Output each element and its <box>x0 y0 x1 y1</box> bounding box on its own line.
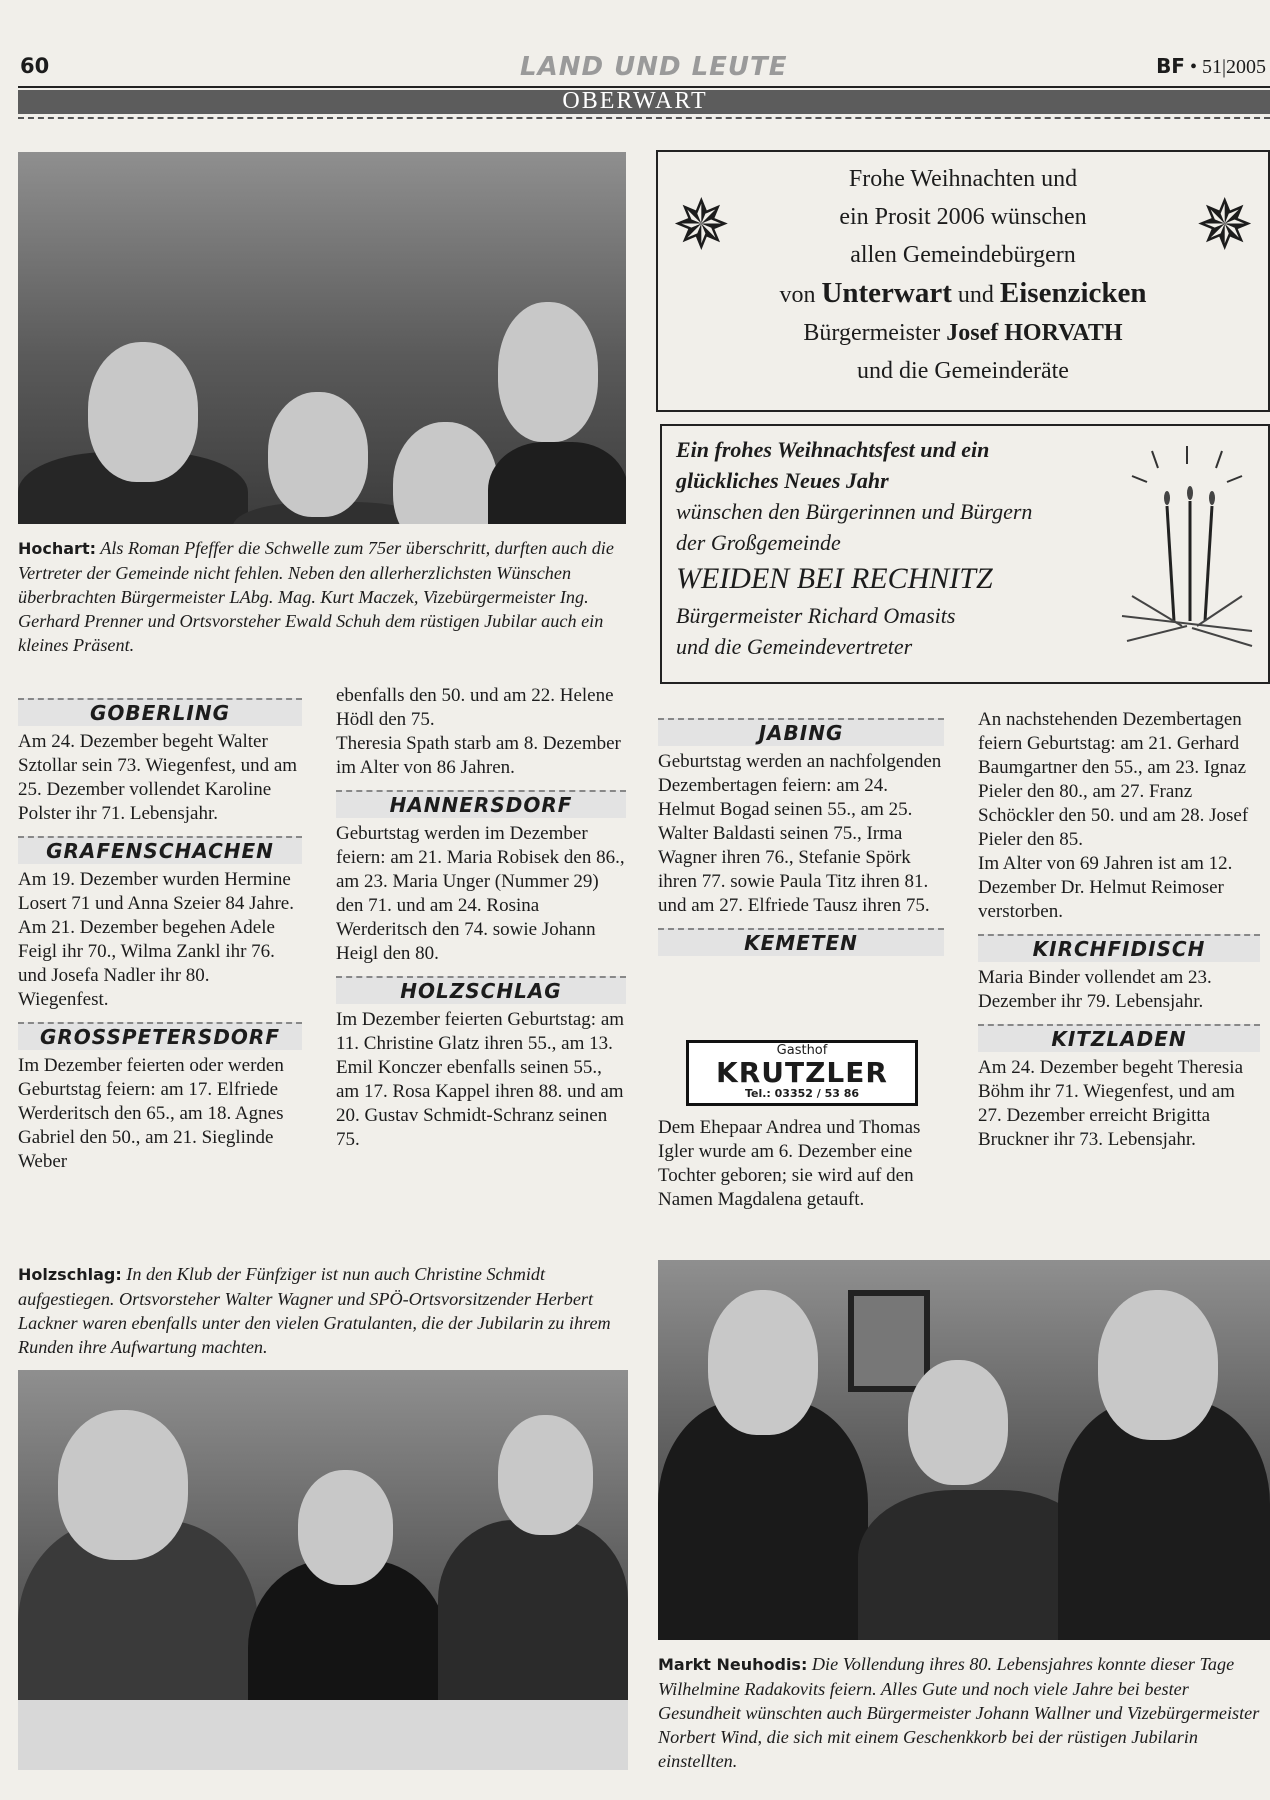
section-title: LAND UND LEUTE <box>520 52 788 82</box>
photo-holzschlag <box>18 1370 628 1770</box>
caption-place: Hochart: <box>18 539 96 558</box>
ad-weiden <box>660 424 1270 684</box>
column-4 <box>978 708 1260 1152</box>
caption-holzschlag <box>18 1262 628 1359</box>
ad-municipality: Eisenzicken <box>999 277 1147 309</box>
article-text: Maria Binder vollendet am 23. Dezember ihr 79. Lebensjahr. <box>978 967 1212 1012</box>
heading-grafenschachen: GRAFENSCHACHEN <box>18 836 302 864</box>
ad-municipality: Unterwart <box>821 277 952 309</box>
issue-brand: BF <box>1156 54 1185 78</box>
ad-line: Ein frohes Weihnachtsfest und ein <box>676 437 990 462</box>
caption-text: Die Vollendung ihres 80. Lebensjahres konnte dieser Tage Wilhelmine Radakovits feiern. Alles Gute und noch viele Jahre bei bester Gesundheit wünschten auch Bürgermeister Johann Wallner und Vizebürgermeister Norbert Wind, die sich mit einem Geschenkkorb bei der rüstigen Jubilarin einstellten. <box>658 1654 1260 1771</box>
article-text: Am 24. Dezember begeht Theresia Böhm ihr 71. Wiegenfest, und am 27. Dezember erreicht Brigitta Bruckner ihr 73. Lebensjahr. <box>978 1057 1244 1150</box>
star-icon: ✵ <box>1195 188 1254 265</box>
ad-line-mayor <box>658 314 1268 352</box>
column-2 <box>336 684 626 1152</box>
ad-line: und die Gemeinderäte <box>857 358 1069 384</box>
caption-place: Markt Neuhodis: <box>658 1655 808 1674</box>
issue-separator: • <box>1189 56 1197 78</box>
candles-icon <box>1112 446 1262 656</box>
krutzler-label: Gasthof <box>776 1043 828 1058</box>
ad-mayor-name: Josef HORVATH <box>946 320 1123 346</box>
issue-label <box>1156 54 1266 79</box>
article-text: Am 24. Dezember begeht Walter Sztollar sein 73. Wiegenfest, und am 25. Dezember vollendet Karoline Polster ihr 71. Lebensjahr. <box>18 731 298 824</box>
article-text: Geburtstag werden an nachfolgenden Dezembertagen feiern: am 24. Helmut Bogad seinen 55., am 25. Walter Baldasti seinen 75., Irma Wagner ihren 76., Stefanie Spörk ihren 77. sowie Paula Titz ihren 81. und am 27. Elfriede Tausz ihren 75. <box>658 751 942 916</box>
photo-neuhodis <box>658 1260 1270 1640</box>
ad-line: der Großgemeinde <box>676 530 841 555</box>
article-text: Geburtstag werden im Dezember feiern: am 21. Maria Robisek den 86., am 23. Maria Unger (Nummer 29) den 71. und am 24. Rosina Werderitsch den 74. sowie Johann Heigl den 80. <box>336 823 625 964</box>
heading-kirchfidisch: KIRCHFIDISCH <box>978 934 1260 962</box>
region-title: OBERWART <box>562 88 708 114</box>
caption-neuhodis <box>658 1652 1266 1773</box>
ad-line: und die Gemeindevertreter <box>676 634 913 659</box>
ad-word: von <box>779 282 816 308</box>
ad-municipality: WEIDEN BEI RECHNITZ <box>676 562 993 595</box>
ad-line: Frohe Weihnachten und <box>848 166 1078 192</box>
heading-grosspetersdorf: GROSSPETERSDORF <box>18 1022 302 1050</box>
issue-number: 51|2005 <box>1201 56 1266 78</box>
article-text: Im Dezember feierten Geburtstag: am 11. Christine Glatz ihren 55., am 13. Emil Konczer ebenfalls seinen 55., am 17. Rosa Kappel ihren 88. und am 20. Gustav Schmidt-Schranz seinen 75. <box>336 1009 625 1150</box>
ad-line: Bürgermeister Richard Omasits <box>676 603 956 628</box>
ad-line: ein Prosit 2006 wünschen <box>839 204 1087 230</box>
article-text: Am 21. Dezember begehen Adele Feigl ihr 70., Wilma Zankl ihr 76. und Josefa Nadler ihr 80. Wiegenfest. <box>18 917 275 1010</box>
ad-line-municipalities <box>658 274 1268 314</box>
article-text: Dem Ehepaar Andrea und Thomas Igler wurde am 6. Dezember eine Tochter geboren; sie wird auf den Namen Magdalena getauft. <box>658 1117 921 1210</box>
caption-text: Als Roman Pfeffer die Schwelle zum 75er überschritt, durften auch die Vertreter der Gemeinde nicht fehlen. Neben den allerherzlichsten Wünschen überbrachten Bürgermeister LAbg. Mag. Kurt Maczek, Vizebürgermeister Ing. Gerhard Prenner und Ortsvorsteher Ewald Schuh dem rüstigen Jubilar auch ein kleines Präsent. <box>18 538 614 655</box>
article-text: Theresia Spath starb am 8. Dezember im Alter von 86 Jahren. <box>336 733 621 778</box>
star-icon: ✵ <box>672 188 731 265</box>
heading-kitzladen: KITZLADEN <box>978 1024 1260 1052</box>
heading-jabing: JABING <box>658 718 944 746</box>
krutzler-name: KRUTZLER <box>716 1056 888 1089</box>
header-dash-rule <box>18 117 1270 119</box>
column-1 <box>18 698 302 1174</box>
caption-text: In den Klub der Fünfziger ist nun auch Christine Schmidt aufgestiegen. Ortsvorsteher Walter Wagner und SPÖ-Ortsvorsitzender Herbert Lackner waren ebenfalls unter den vielen Gratulanten, die der Jubilarin zu ihrem Runden ihre Aufwartung machten. <box>18 1264 611 1357</box>
column-3-lower <box>658 1116 944 1212</box>
photo-hochart <box>18 152 626 524</box>
article-text: Im Dezember feierten oder werden Geburtstag feiern: am 17. Elfriede Werderitsch den 65., am 18. Agnes Gabriel den 50., am 21. Sieglinde Weber <box>18 1055 284 1172</box>
ad-krutzler <box>686 1040 918 1106</box>
article-text: Am 19. Dezember wurden Hermine Losert 71 und Anna Szeier 84 Jahre. <box>18 869 294 914</box>
ad-line: wünschen den Bürgerinnen und Bürgern <box>676 499 1033 524</box>
caption-hochart <box>18 536 628 657</box>
article-text: ebenfalls den 50. und am 22. Helene Hödl den 75. <box>336 685 614 730</box>
ad-word: Bürgermeister <box>803 320 941 346</box>
heading-holzschlag: HOLZSCHLAG <box>336 976 626 1004</box>
ad-line: glückliches Neues Jahr <box>676 468 889 493</box>
heading-kemeten: KEMETEN <box>658 928 944 956</box>
caption-place: Holzschlag: <box>18 1265 122 1284</box>
heading-goberling: GOBERLING <box>18 698 302 726</box>
column-3 <box>658 718 944 960</box>
ad-line: allen Gemeindebürgern <box>850 242 1076 268</box>
ad-unterwart <box>656 150 1270 412</box>
page-number: 60 <box>20 54 50 78</box>
article-text: An nachstehenden Dezembertagen feiern Geburtstag: am 21. Gerhard Baumgartner den 55., am 23. Ignaz Pieler den 80., am 27. Franz Schöckler den 50. und am 28. Josef Pieler den 85. <box>978 709 1249 850</box>
ad-word: und <box>957 282 994 308</box>
krutzler-phone: Tel.: 03352 / 53 86 <box>744 1087 860 1100</box>
article-text: Im Alter von 69 Jahren ist am 12. Dezember Dr. Helmut Reimoser verstorben. <box>978 853 1233 922</box>
heading-hannersdorf: HANNERSDORF <box>336 790 626 818</box>
